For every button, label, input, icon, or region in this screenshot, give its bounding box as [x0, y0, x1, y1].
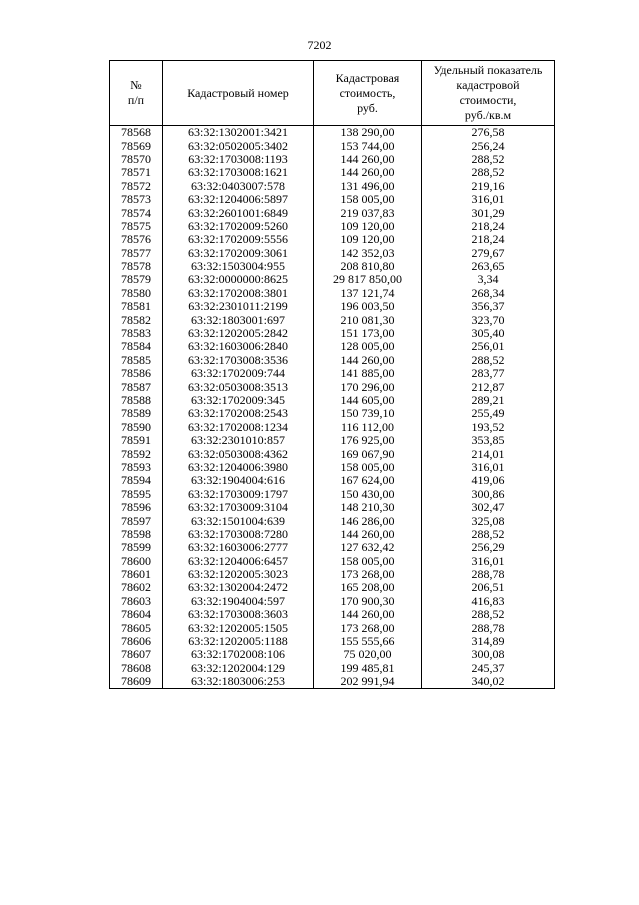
cell-unit-value: 283,77	[422, 367, 555, 380]
cell-unit-value: 301,29	[422, 206, 555, 219]
table-row	[110, 528, 555, 541]
cell-unit-value: 256,01	[422, 340, 555, 353]
cell-index: 78599	[110, 541, 163, 554]
cell-cadastral-value: 202 991,94	[314, 675, 422, 689]
cell-cadastral-value: 158 005,00	[314, 555, 422, 568]
table-row	[110, 367, 555, 380]
cell-cadastral-number: 63:32:1202005:3023	[163, 568, 314, 581]
cell-index: 78581	[110, 300, 163, 313]
table-row	[110, 434, 555, 447]
cell-cadastral-value: 144 260,00	[314, 608, 422, 621]
cell-unit-value: 323,70	[422, 313, 555, 326]
header-line: кадастровой	[456, 78, 520, 92]
cell-unit-value: 305,40	[422, 327, 555, 340]
cell-unit-value: 289,21	[422, 394, 555, 407]
cell-index: 78585	[110, 354, 163, 367]
cell-cadastral-value: 144 260,00	[314, 528, 422, 541]
cell-unit-value: 288,52	[422, 166, 555, 179]
cell-unit-value: 325,08	[422, 514, 555, 527]
cell-cadastral-value: 29 817 850,00	[314, 273, 422, 286]
table-row	[110, 541, 555, 554]
cell-index: 78570	[110, 153, 163, 166]
cell-index: 78577	[110, 247, 163, 260]
cell-index: 78573	[110, 193, 163, 206]
cell-unit-value: 353,85	[422, 434, 555, 447]
cell-unit-value: 314,89	[422, 635, 555, 648]
table-row	[110, 300, 555, 313]
table-row	[110, 461, 555, 474]
cell-cadastral-value: 137 121,74	[314, 287, 422, 300]
header-line: Удельный показатель	[433, 63, 543, 77]
cell-unit-value: 255,49	[422, 407, 555, 420]
page-number: 7202	[307, 38, 332, 52]
cell-index: 78588	[110, 394, 163, 407]
cell-cadastral-value: 170 296,00	[314, 380, 422, 393]
cell-unit-value: 212,87	[422, 380, 555, 393]
cell-cadastral-value: 109 120,00	[314, 233, 422, 246]
cell-cadastral-value: 151 173,00	[314, 327, 422, 340]
cell-unit-value: 288,52	[422, 354, 555, 367]
cell-unit-value: 206,51	[422, 581, 555, 594]
cell-index: 78604	[110, 608, 163, 621]
table-row	[110, 407, 555, 420]
cell-cadastral-number: 63:32:1302004:2472	[163, 581, 314, 594]
table-row	[110, 662, 555, 675]
header-line: стоимости,	[459, 93, 517, 107]
cell-index: 78606	[110, 635, 163, 648]
cell-cadastral-number: 63:32:0503008:3513	[163, 380, 314, 393]
column-header-cadastral-value	[314, 61, 422, 126]
cell-unit-value: 3,34	[422, 273, 555, 286]
table-row	[110, 581, 555, 594]
cell-cadastral-value: 128 005,00	[314, 340, 422, 353]
cell-index: 78601	[110, 568, 163, 581]
cell-cadastral-value: 173 268,00	[314, 621, 422, 634]
table-row	[110, 126, 555, 140]
table-row	[110, 166, 555, 179]
table-row	[110, 139, 555, 152]
cell-index: 78602	[110, 581, 163, 594]
cell-index: 78590	[110, 421, 163, 434]
table-row	[110, 340, 555, 353]
column-header-unit-value	[422, 61, 555, 126]
table-row	[110, 153, 555, 166]
cell-cadastral-value: 210 081,30	[314, 313, 422, 326]
table-row	[110, 273, 555, 286]
cell-index: 78603	[110, 595, 163, 608]
cell-cadastral-number: 63:32:0000000:8625	[163, 273, 314, 286]
cell-cadastral-value: 144 260,00	[314, 166, 422, 179]
cell-index: 78600	[110, 555, 163, 568]
cell-cadastral-value: 167 624,00	[314, 474, 422, 487]
header-line: №	[130, 78, 142, 92]
cell-cadastral-value: 148 210,30	[314, 501, 422, 514]
cell-cadastral-number: 63:32:1204006:5897	[163, 193, 314, 206]
cell-cadastral-number: 63:32:1202004:129	[163, 662, 314, 675]
cell-cadastral-value: 219 037,83	[314, 206, 422, 219]
table-row	[110, 675, 555, 689]
table-row	[110, 206, 555, 219]
cell-cadastral-value: 173 268,00	[314, 568, 422, 581]
cell-cadastral-value: 170 900,30	[314, 595, 422, 608]
cell-cadastral-number: 63:32:1702008:2543	[163, 407, 314, 420]
cell-cadastral-number: 63:32:1702009:5260	[163, 220, 314, 233]
table-row	[110, 514, 555, 527]
cell-unit-value: 276,58	[422, 126, 555, 140]
cell-cadastral-value: 141 885,00	[314, 367, 422, 380]
cell-cadastral-value: 144 260,00	[314, 153, 422, 166]
cell-cadastral-value: 75 020,00	[314, 648, 422, 661]
table-row	[110, 635, 555, 648]
cell-cadastral-number: 63:32:1703009:1797	[163, 488, 314, 501]
cell-cadastral-number: 63:32:1202005:1505	[163, 621, 314, 634]
cell-unit-value: 268,34	[422, 287, 555, 300]
cell-cadastral-number: 63:32:1503004:955	[163, 260, 314, 273]
table-row	[110, 394, 555, 407]
cell-cadastral-value: 153 744,00	[314, 139, 422, 152]
cell-index: 78571	[110, 166, 163, 179]
header-line: руб./кв.м	[464, 108, 512, 122]
cell-index: 78598	[110, 528, 163, 541]
cell-unit-value: 316,01	[422, 193, 555, 206]
cell-index: 78594	[110, 474, 163, 487]
cell-cadastral-number: 63:32:1703008:1193	[163, 153, 314, 166]
cell-cadastral-value: 158 005,00	[314, 461, 422, 474]
header-line: стоимость,	[339, 85, 396, 100]
cell-index: 78592	[110, 447, 163, 460]
cell-cadastral-value: 158 005,00	[314, 193, 422, 206]
cell-cadastral-value: 116 112,00	[314, 421, 422, 434]
cell-cadastral-value: 196 003,50	[314, 300, 422, 313]
cell-index: 78589	[110, 407, 163, 420]
table-row	[110, 380, 555, 393]
cell-unit-value: 288,78	[422, 621, 555, 634]
cell-cadastral-number: 63:32:2301010:857	[163, 434, 314, 447]
cell-cadastral-number: 63:32:1603006:2840	[163, 340, 314, 353]
cell-unit-value: 340,02	[422, 675, 555, 689]
cell-index: 78609	[110, 675, 163, 689]
cell-unit-value: 300,08	[422, 648, 555, 661]
table-row	[110, 501, 555, 514]
cell-index: 78568	[110, 126, 163, 140]
table-body	[110, 126, 555, 689]
cell-index: 78582	[110, 313, 163, 326]
cell-index: 78597	[110, 514, 163, 527]
table-row	[110, 621, 555, 634]
cell-cadastral-number: 63:32:1703009:3104	[163, 501, 314, 514]
cell-cadastral-value: 169 067,90	[314, 447, 422, 460]
table-row	[110, 313, 555, 326]
cell-cadastral-value: 155 555,66	[314, 635, 422, 648]
cell-unit-value: 288,78	[422, 568, 555, 581]
cell-cadastral-number: 63:32:1703008:1621	[163, 166, 314, 179]
table-row	[110, 180, 555, 193]
cell-cadastral-number: 63:32:1702009:5556	[163, 233, 314, 246]
cell-index: 78608	[110, 662, 163, 675]
cell-cadastral-value: 142 352,03	[314, 247, 422, 260]
table-header-row	[110, 61, 555, 126]
table-row	[110, 287, 555, 300]
cell-cadastral-number: 63:32:1803001:697	[163, 313, 314, 326]
cell-cadastral-value: 144 260,00	[314, 354, 422, 367]
cell-index: 78587	[110, 380, 163, 393]
cell-cadastral-number: 63:32:0403007:578	[163, 180, 314, 193]
cell-cadastral-number: 63:32:1904004:597	[163, 595, 314, 608]
table-row	[110, 220, 555, 233]
cell-cadastral-number: 63:32:1703008:7280	[163, 528, 314, 541]
cell-unit-value: 288,52	[422, 153, 555, 166]
cell-unit-value: 218,24	[422, 220, 555, 233]
cell-unit-value: 256,29	[422, 541, 555, 554]
cadastral-table	[109, 60, 555, 689]
cell-index: 78607	[110, 648, 163, 661]
cell-cadastral-number: 63:32:1702009:345	[163, 394, 314, 407]
cell-unit-value: 218,24	[422, 233, 555, 246]
header-line: Кадастровый номер	[187, 85, 289, 100]
cell-index: 78591	[110, 434, 163, 447]
cell-index: 78572	[110, 180, 163, 193]
cell-cadastral-value: 176 925,00	[314, 434, 422, 447]
cell-unit-value: 356,37	[422, 300, 555, 313]
column-header-index	[110, 61, 163, 126]
cell-unit-value: 316,01	[422, 461, 555, 474]
header-line: руб.	[357, 100, 378, 115]
cell-cadastral-value: 144 605,00	[314, 394, 422, 407]
cell-unit-value: 193,52	[422, 421, 555, 434]
table-row	[110, 327, 555, 340]
cell-index: 78579	[110, 273, 163, 286]
table-row	[110, 354, 555, 367]
cell-unit-value: 279,67	[422, 247, 555, 260]
cell-cadastral-number: 63:32:1703008:3536	[163, 354, 314, 367]
cell-index: 78583	[110, 327, 163, 340]
cell-cadastral-number: 63:32:1703008:3603	[163, 608, 314, 621]
table-row	[110, 608, 555, 621]
cell-cadastral-number: 63:32:1702008:106	[163, 648, 314, 661]
cell-cadastral-number: 63:32:1702009:744	[163, 367, 314, 380]
cell-cadastral-number: 63:32:1501004:639	[163, 514, 314, 527]
cell-unit-value: 300,86	[422, 488, 555, 501]
cell-index: 78593	[110, 461, 163, 474]
cell-index: 78574	[110, 206, 163, 219]
cell-unit-value: 302,47	[422, 501, 555, 514]
cell-cadastral-value: 199 485,81	[314, 662, 422, 675]
cell-cadastral-value: 131 496,00	[314, 180, 422, 193]
cell-cadastral-number: 63:32:1603006:2777	[163, 541, 314, 554]
cell-index: 78595	[110, 488, 163, 501]
cell-cadastral-value: 138 290,00	[314, 126, 422, 140]
cell-cadastral-value: 150 739,10	[314, 407, 422, 420]
table-row	[110, 648, 555, 661]
cell-index: 78580	[110, 287, 163, 300]
cell-index: 78586	[110, 367, 163, 380]
cell-cadastral-number: 63:32:1202005:2842	[163, 327, 314, 340]
cell-cadastral-value: 146 286,00	[314, 514, 422, 527]
table-row	[110, 595, 555, 608]
cell-cadastral-number: 63:32:1702008:3801	[163, 287, 314, 300]
cell-unit-value: 419,06	[422, 474, 555, 487]
cell-unit-value: 316,01	[422, 555, 555, 568]
table-row	[110, 193, 555, 206]
cell-cadastral-number: 63:32:1302001:3421	[163, 126, 314, 140]
cell-index: 78569	[110, 139, 163, 152]
header-line: п/п	[127, 93, 145, 107]
cell-cadastral-number: 63:32:0502005:3402	[163, 139, 314, 152]
table-row	[110, 260, 555, 273]
cell-cadastral-value: 208 810,80	[314, 260, 422, 273]
cell-cadastral-number: 63:32:1702008:1234	[163, 421, 314, 434]
cell-cadastral-value: 150 430,00	[314, 488, 422, 501]
cell-unit-value: 214,01	[422, 447, 555, 460]
table-row	[110, 555, 555, 568]
cell-cadastral-number: 63:32:0503008:4362	[163, 447, 314, 460]
cell-unit-value: 256,24	[422, 139, 555, 152]
table-row	[110, 568, 555, 581]
cell-cadastral-number: 63:32:1204006:6457	[163, 555, 314, 568]
cell-unit-value: 263,65	[422, 260, 555, 273]
cell-cadastral-number: 63:32:1204006:3980	[163, 461, 314, 474]
cell-cadastral-number: 63:32:2601001:6849	[163, 206, 314, 219]
table-row	[110, 474, 555, 487]
table-row	[110, 488, 555, 501]
cell-unit-value: 288,52	[422, 608, 555, 621]
cell-cadastral-value: 127 632,42	[314, 541, 422, 554]
cell-cadastral-number: 63:32:1202005:1188	[163, 635, 314, 648]
header-line: Кадастровая	[335, 70, 400, 85]
cell-cadastral-number: 63:32:1702009:3061	[163, 247, 314, 260]
cell-index: 78575	[110, 220, 163, 233]
cell-unit-value: 288,52	[422, 528, 555, 541]
cell-index: 78578	[110, 260, 163, 273]
cell-cadastral-value: 165 208,00	[314, 581, 422, 594]
table-row	[110, 447, 555, 460]
cell-index: 78596	[110, 501, 163, 514]
cell-cadastral-number: 63:32:1803006:253	[163, 675, 314, 689]
cell-unit-value: 416,83	[422, 595, 555, 608]
cell-unit-value: 219,16	[422, 180, 555, 193]
cell-cadastral-number: 63:32:1904004:616	[163, 474, 314, 487]
cell-cadastral-value: 109 120,00	[314, 220, 422, 233]
cell-index: 78605	[110, 621, 163, 634]
cell-index: 78584	[110, 340, 163, 353]
cell-cadastral-number: 63:32:2301011:2199	[163, 300, 314, 313]
cell-index: 78576	[110, 233, 163, 246]
table-row	[110, 421, 555, 434]
table-row	[110, 233, 555, 246]
column-header-cadastral-number	[163, 61, 314, 126]
table-row	[110, 247, 555, 260]
cell-unit-value: 245,37	[422, 662, 555, 675]
